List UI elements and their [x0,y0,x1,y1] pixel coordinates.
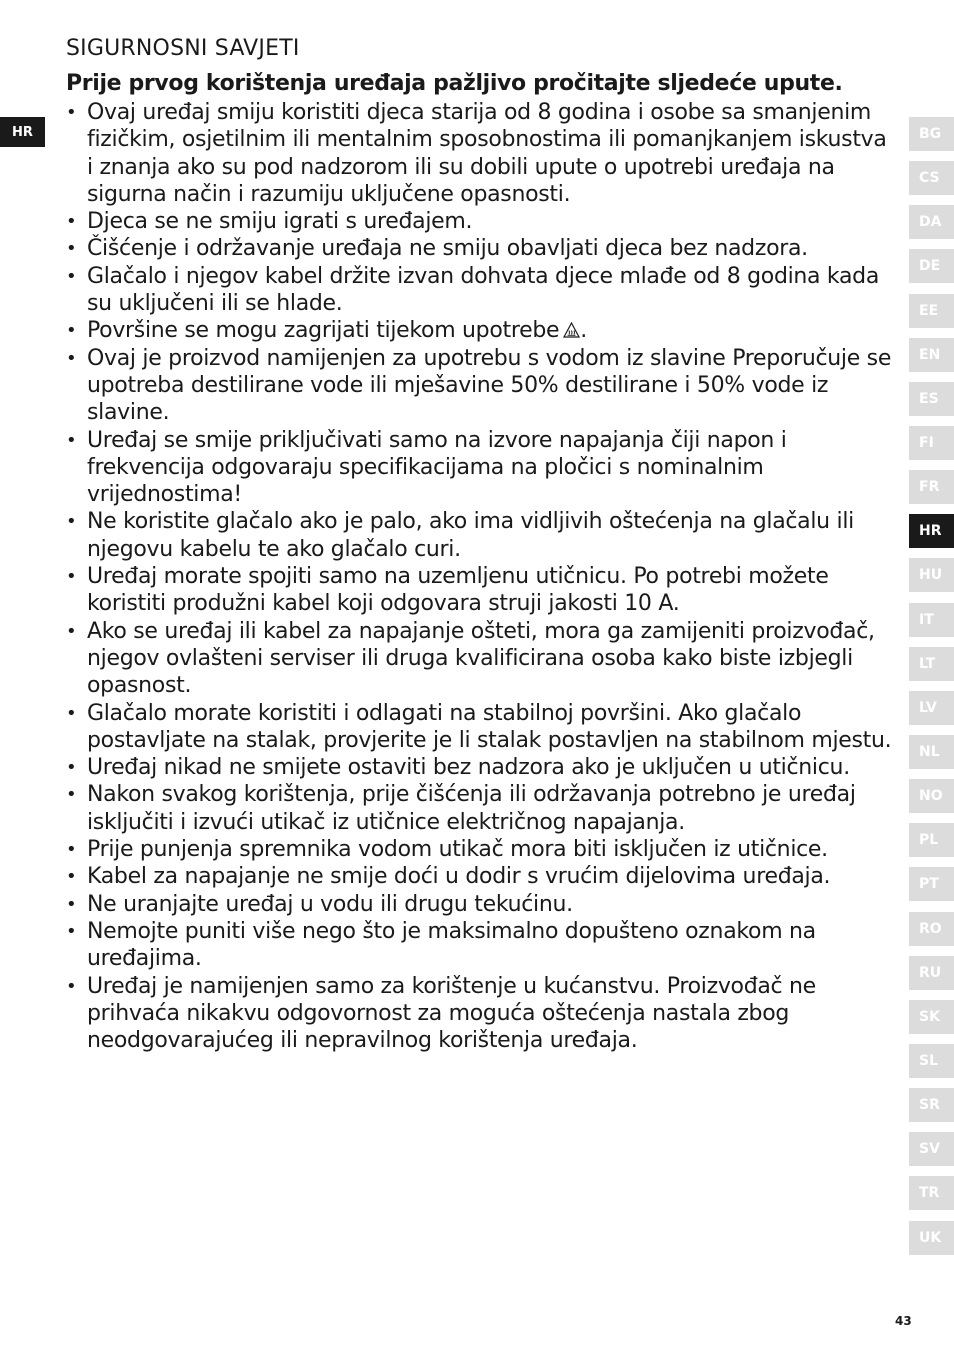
lang-tab-pt[interactable]: PT [909,867,954,901]
list-item: • Uređaj nikad ne smijete ostaviti bez nadzora ako je uključen u utičnicu. [66,754,896,781]
list-item: • Ne koristite glačalo ako je palo, ako ima vidljivih oštećenja na glačalu ili njegovu kabelu te ako glačalo curi. [66,508,896,563]
lang-tab-bg[interactable]: BG [909,117,954,151]
lang-tab-hu[interactable]: HU [909,558,954,592]
lang-tab-cs[interactable]: CS [909,161,954,195]
lang-tab-sk[interactable]: SK [909,1000,954,1034]
list-item: • Površine se mogu zagrijati tijekom upotrebe . [66,317,896,344]
lang-tab-sr[interactable]: SR [909,1088,954,1122]
list-item: • Djeca se ne smiju igrati s uređajem. [66,208,896,235]
lang-tab-tr[interactable]: TR [909,1176,954,1210]
lang-tab-lt[interactable]: LT [909,647,954,681]
list-item: • Ovaj uređaj smiju koristiti djeca starija od 8 godina i osobe sa smanjenim fizičkim, osjetilnim ili mentalnim sposobnostima ili pomanjkanjem iskustva i znanja ako su pod nadzorom ili su dobili upute o upotrebi uređaja na sigurna način i razumiju uključene opasnosti. [66,99,896,208]
lang-tab-uk[interactable]: UK [909,1221,954,1255]
list-item: • Uređaj je namijenjen samo za korištenje u kućanstvu. Proizvođač ne prihvaća nikakvu odgovornost za moguća oštećenja nastala zbog neodgovarajućeg ili nepravilnog korištenja uređaja. [66,973,896,1055]
lang-tab-hr[interactable]: HR [909,514,954,548]
list-item: • Ovaj je proizvod namijenjen za upotrebu s vodom iz slavine Preporučuje se upotreba destilirane vode ili mješavine 50% destilirane i 50% vode iz slavine. [66,345,896,427]
language-tabs [909,117,954,1265]
lang-tab-sv[interactable]: SV [909,1132,954,1166]
lang-tab-da[interactable]: DA [909,205,954,239]
list-item: • Kabel za napajanje ne smije doći u dodir s vrućim dijelovima uređaja. [66,863,896,890]
list-item: • Ako se uređaj ili kabel za napajanje ošteti, mora ga zamijeniti proizvođač, njegov ovlašteni serviser ili druga kvalificirana osoba kako biste izbjegli opasnost. [66,618,896,700]
lang-tab-es[interactable]: ES [909,382,954,416]
current-language-tab: HR [0,117,45,147]
lang-tab-no[interactable]: NO [909,779,954,813]
lang-tab-pl[interactable]: PL [909,823,954,857]
list-item: • Ne uranjajte uređaj u vodu ili drugu tekućinu. [66,891,896,918]
list-item: • Uređaj morate spojiti samo na uzemljenu utičnicu. Po potrebi možete koristiti produžni kabel koji odgovara struji jakosti 10 A. [66,563,896,618]
list-item: • Glačalo morate koristiti i odlagati na stabilnoj površini. Ako glačalo postavljate na stalak, provjerite je li stalak postavljen na stabilnom mjestu. [66,700,896,755]
list-item: • Čišćenje i održavanje uređaja ne smiju obavljati djeca bez nadzora. [66,235,896,262]
list-item: • Prije punjenja spremnika vodom utikač mora biti isključen iz utičnice. [66,836,896,863]
list-item: • Glačalo i njegov kabel držite izvan dohvata djece mlađe od 8 godina kada su uključeni ili se hlade. [66,263,896,318]
lang-tab-en[interactable]: EN [909,338,954,372]
lang-tab-fr[interactable]: FR [909,470,954,504]
page-number: 43 [895,1314,912,1328]
list-item: • Nakon svakog korištenja, prije čišćenja ili održavanja potrebno je uređaj isključiti i izvući utikač iz utičnice električnog napajanja. [66,781,896,836]
lang-tab-ro[interactable]: RO [909,912,954,946]
subtitle: Prije prvog korištenja uređaja pažljivo pročitajte sljedeće upute. [66,71,843,96]
lang-tab-it[interactable]: IT [909,603,954,637]
lang-tab-ee[interactable]: EE [909,294,954,328]
list-item: • Uređaj se smije priključivati samo na izvore napajanja čiji napon i frekvencija odgovaraju specifikacijama na pločici s nominalnim vrijednostima! [66,427,896,509]
safety-instructions-list [66,99,896,1054]
lang-tab-sl[interactable]: SL [909,1044,954,1078]
lang-tab-nl[interactable]: NL [909,735,954,769]
lang-tab-lv[interactable]: LV [909,691,954,725]
lang-tab-de[interactable]: DE [909,249,954,283]
lang-tab-ru[interactable]: RU [909,956,954,990]
list-item: • Nemojte puniti više nego što je maksimalno dopušteno oznakom na uređajima. [66,918,896,973]
hot-surface-warning-icon [563,322,580,338]
section-title: SIGURNOSNI SAVJETI [66,36,300,61]
lang-tab-fi[interactable]: FI [909,426,954,460]
